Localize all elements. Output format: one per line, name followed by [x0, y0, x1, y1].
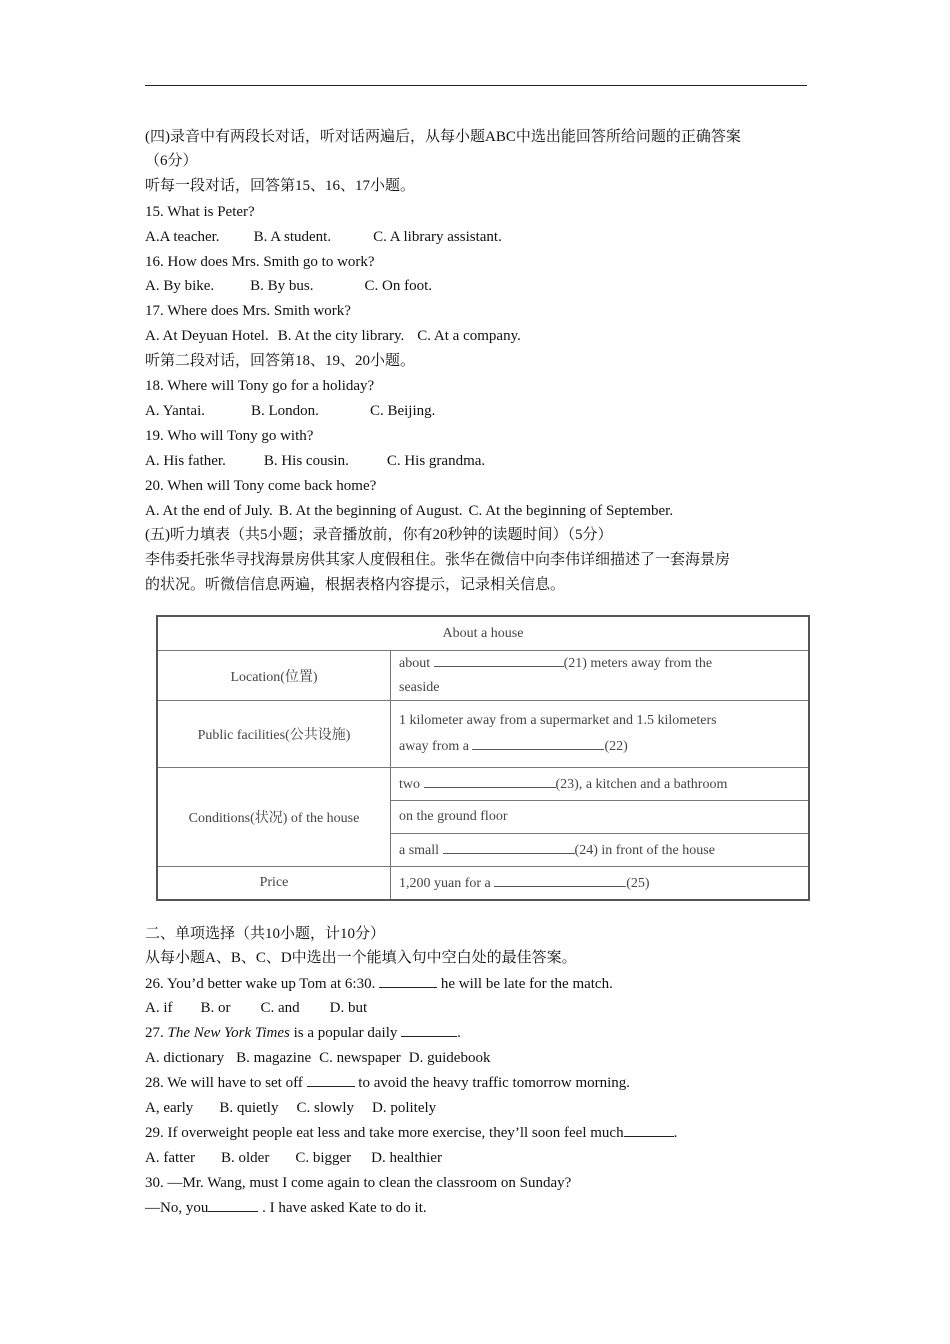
q17-options: [145, 326, 521, 346]
section2-heading: 二、单项选择（共10小题，计10分）: [145, 926, 386, 942]
option[interactable]: C. His grandma.: [386, 453, 486, 469]
answer-blank-29[interactable]: [624, 1123, 674, 1137]
question-29: 29. If overweight people eat less and take more exercise, they’ll soon feel much .: [145, 1125, 678, 1141]
q26-options: [145, 998, 367, 1018]
option[interactable]: A. At the end of July.: [145, 503, 273, 519]
table-title: About a house: [157, 616, 809, 651]
option[interactable]: A. if: [145, 1000, 173, 1016]
option[interactable]: D. but: [329, 1000, 368, 1016]
condition-row-3: a small (24) in front of the house: [391, 834, 810, 867]
part1-instruction: 听每一段对话，回答第15、16、17小题。: [145, 178, 416, 194]
option[interactable]: B. His cousin.: [263, 453, 349, 469]
option[interactable]: B. quietly: [219, 1100, 279, 1116]
answer-blank-28[interactable]: [307, 1073, 355, 1087]
question-26: 26. You’d better wake up Tom at 6:30. he will be late for the match.: [145, 976, 613, 992]
location-cell: about (21) meters away from the seaside: [391, 651, 810, 701]
condition-row-1: two (23), a kitchen and a bathroom: [391, 768, 810, 801]
q15-options: [145, 227, 502, 247]
location-label: Location(位置): [157, 651, 391, 701]
blank-22[interactable]: [472, 737, 604, 750]
question-27: 27. The New York Times is a popular daily .: [145, 1025, 461, 1041]
option[interactable]: A, early: [145, 1100, 194, 1116]
public-facilities-cell: 1 kilometer away from a supermarket and 1.5 kilometers away from a (22): [391, 701, 810, 768]
question-16: 16. How does Mrs. Smith go to work?: [145, 254, 375, 270]
option[interactable]: B. At the beginning of August.: [278, 503, 463, 519]
option[interactable]: B. or: [200, 1000, 231, 1016]
option[interactable]: A. His father.: [145, 453, 226, 469]
price-label: Price: [157, 867, 391, 900]
question-20: 20. When will Tony come back home?: [145, 478, 377, 494]
blank-23[interactable]: [424, 775, 556, 788]
q28-options: [145, 1098, 436, 1118]
question-15: 15. What is Peter?: [145, 204, 255, 220]
question-17: 17. Where does Mrs. Smith work?: [145, 303, 351, 319]
option[interactable]: A. dictionary: [145, 1050, 225, 1066]
top-rule: [145, 85, 807, 86]
price-cell: 1,200 yuan for a (25): [391, 867, 810, 900]
question-19: 19. Who will Tony go with?: [145, 428, 314, 444]
option[interactable]: D. healthier: [371, 1150, 442, 1166]
option[interactable]: A. Yantai.: [145, 403, 206, 419]
option[interactable]: D. guidebook: [408, 1050, 491, 1066]
q30-reply: —No, you . I have asked Kate to do it.: [145, 1200, 427, 1216]
section5-heading: (五)听力填表（共5小题；录音播放前，你有20秒钟的读题时间）（5分）: [145, 527, 613, 543]
question-28: 28. We will have to set off to avoid the heavy traffic tomorrow morning.: [145, 1075, 631, 1091]
section4-score: （6分）: [145, 153, 198, 169]
q27-options: [145, 1048, 490, 1068]
option[interactable]: B. older: [220, 1150, 270, 1166]
conditions-label: Conditions(状况) of the house: [157, 768, 391, 867]
option[interactable]: B. A student.: [253, 229, 332, 245]
blank-21[interactable]: [434, 654, 564, 667]
q19-options: [145, 451, 485, 471]
section4-heading: (四)录音中有两段长对话，听对话两遍后，从每小题ABC中选出能回答所给问题的正确答案: [145, 129, 741, 145]
option[interactable]: B. London.: [251, 403, 319, 419]
answer-blank-27[interactable]: [401, 1023, 457, 1037]
option[interactable]: C. At a company.: [417, 328, 521, 344]
q20-options: [145, 501, 673, 521]
question-30: 30. —Mr. Wang, must I come again to clean the classroom on Sunday?: [145, 1175, 572, 1191]
blank-25[interactable]: [494, 874, 626, 887]
public-facilities-label: Public facilities(公共设施): [157, 701, 391, 768]
section5-intro-1: 李伟委托张华寻找海景房供其家人度假租住。张华在微信中向李伟详细描述了一套海景房: [145, 552, 731, 568]
option[interactable]: C. On foot.: [364, 278, 433, 294]
option[interactable]: B. By bus.: [250, 278, 314, 294]
blank-24[interactable]: [443, 841, 575, 854]
option[interactable]: C. At the beginning of September.: [468, 503, 674, 519]
option[interactable]: A. At Deyuan Hotel.: [145, 328, 269, 344]
q16-options: [145, 276, 432, 296]
option[interactable]: A. fatter: [145, 1150, 195, 1166]
option[interactable]: A. By bike.: [145, 278, 215, 294]
answer-blank-26[interactable]: [379, 974, 437, 988]
part2-instruction: 听第二段对话，回答第18、19、20小题。: [145, 353, 416, 369]
section2-instruction: 从每小题A、B、C、D中选出一个能填入句中空白处的最佳答案。: [145, 950, 577, 966]
question-18: 18. Where will Tony go for a holiday?: [145, 378, 375, 394]
option[interactable]: C. A library assistant.: [373, 229, 502, 245]
option[interactable]: C. slowly: [296, 1100, 354, 1116]
q18-options: [145, 401, 435, 421]
option[interactable]: C. newspaper: [319, 1050, 401, 1066]
option[interactable]: C. and: [260, 1000, 300, 1016]
option[interactable]: C. Beijing.: [369, 403, 436, 419]
option[interactable]: C. bigger: [295, 1150, 352, 1166]
q29-options: [145, 1148, 442, 1168]
option[interactable]: A.A teacher.: [145, 229, 220, 245]
option[interactable]: B. magazine: [236, 1050, 312, 1066]
section5-intro-2: 的状况。听微信信息两遍，根据表格内容提示，记录相关信息。: [145, 577, 566, 593]
condition-row-2: on the ground floor: [391, 801, 810, 834]
answer-blank-30[interactable]: [208, 1198, 258, 1212]
option[interactable]: D. politely: [372, 1100, 437, 1116]
option[interactable]: B. At the city library.: [277, 328, 405, 344]
house-info-table: [156, 615, 810, 901]
